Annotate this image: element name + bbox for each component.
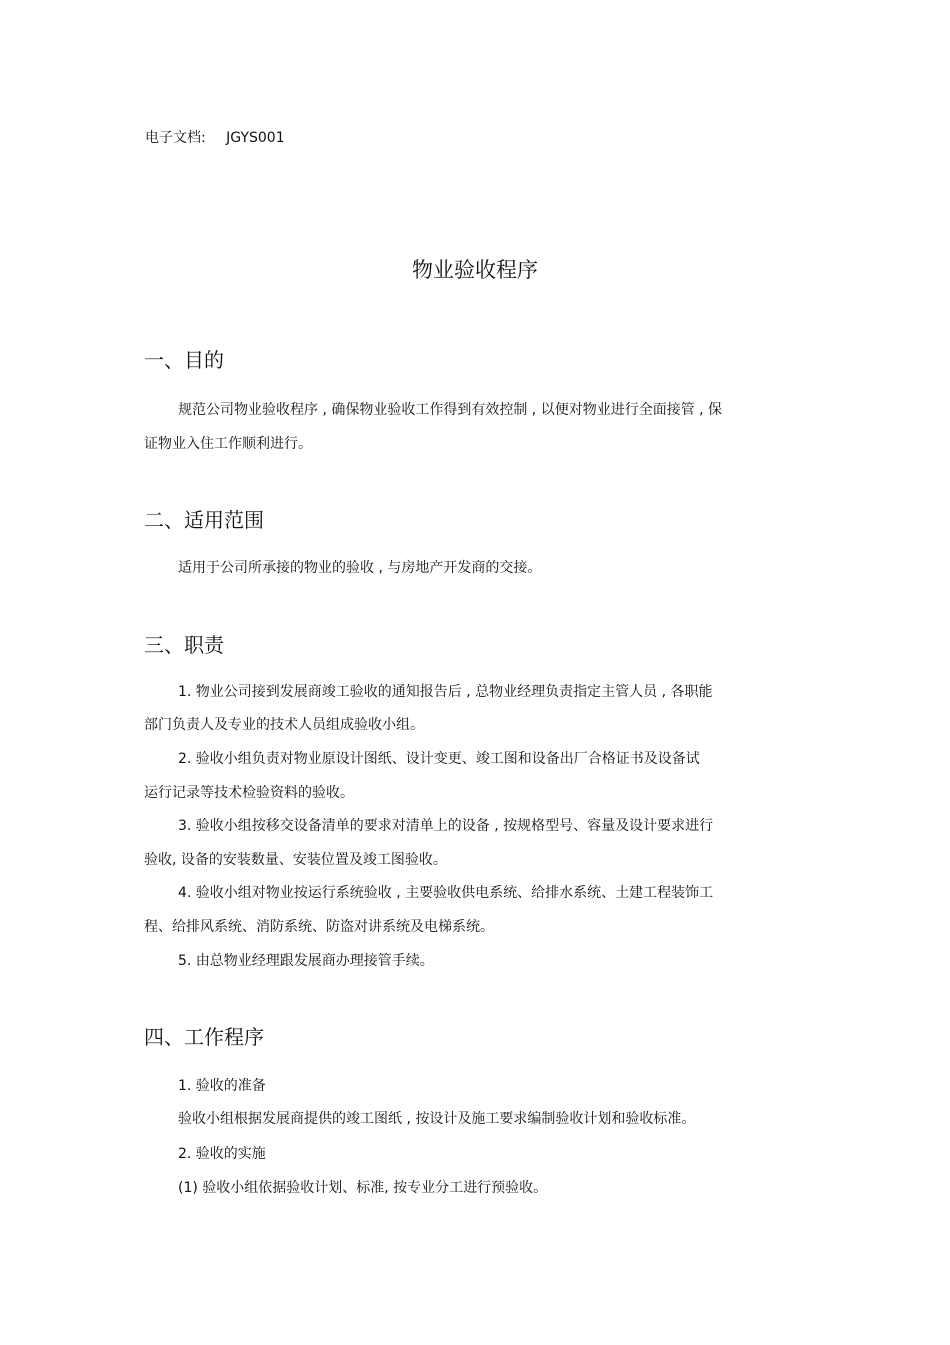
list-item-continuation: 验收, 设备的安装数量、安装位置及竣工图验收。 [144, 852, 447, 868]
list-item: 3. 验收小组按移交设备清单的要求对清单上的设备 , 按规格型号、容量及设计要求进行 [178, 818, 714, 834]
document-id-code: JGYS001 [226, 130, 285, 146]
list-item-continuation: 运行记录等技术检验资料的验收。 [144, 785, 354, 801]
list-item-continuation: 部门负责人及专业的技术人员组成验收小组。 [144, 717, 424, 733]
paragraph-line: 规范公司物业验收程序 , 确保物业验收工作得到有效控制 , 以便对物业进行全面接管 , 保 [178, 402, 723, 418]
paragraph-line: 验收小组根据发展商提供的竣工图纸 , 按设计及施工要求编制验收计划和验收标准。 [178, 1111, 696, 1127]
list-item: 4. 验收小组对物业按运行系统验收 , 主要验收供电系统、给排水系统、土建工程装饰工 [178, 885, 714, 901]
document-id [145, 128, 285, 148]
list-item: 2. 验收的实施 [178, 1146, 266, 1162]
document-id-label: 电子文档: [145, 130, 206, 146]
list-item: 5. 由总物业经理跟发展商办理接管手续。 [178, 953, 434, 969]
section-heading-scope: 二、适用范围 [144, 508, 264, 532]
paragraph-line: 证物业入住工作顺利进行。 [144, 436, 312, 452]
paragraph-line: 适用于公司所承接的物业的验收 , 与房地产开发商的交接。 [178, 560, 542, 576]
page-title: 物业验收程序 [412, 258, 538, 282]
list-item: (1) 验收小组依据验收计划、标准, 按专业分工进行预验收。 [178, 1180, 548, 1196]
section-heading-responsibilities: 三、职责 [144, 633, 224, 657]
list-item: 2. 验收小组负责对物业原设计图纸、设计变更、竣工图和设备出厂合格证书及设备试 [178, 751, 700, 767]
section-heading-procedure: 四、工作程序 [144, 1025, 264, 1049]
list-item: 1. 物业公司接到发展商竣工验收的通知报告后 , 总物业经理负责指定主管人员 , 各职能 [178, 684, 713, 700]
list-item-continuation: 程、给排风系统、消防系统、防盗对讲系统及电梯系统。 [144, 919, 494, 935]
section-heading-purpose: 一、目的 [144, 348, 224, 372]
list-item: 1. 验收的准备 [178, 1078, 266, 1094]
